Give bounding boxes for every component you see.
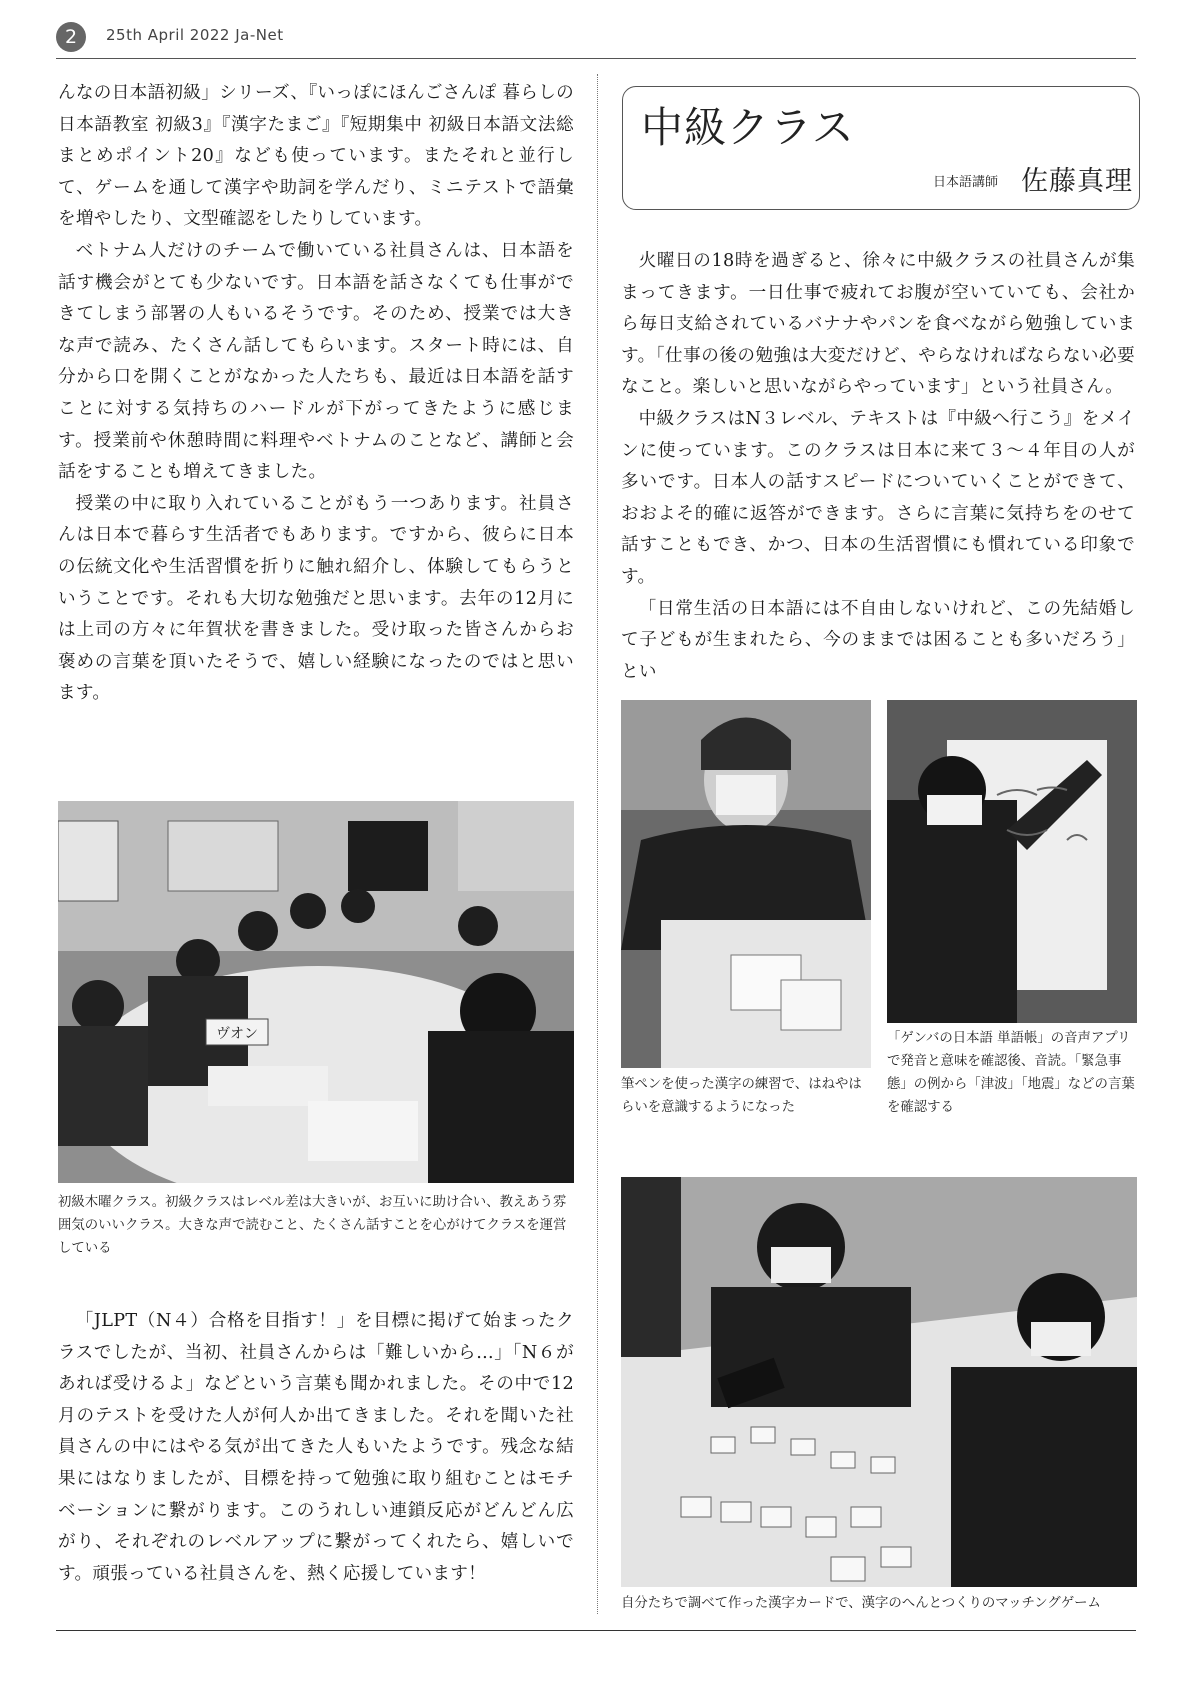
paragraph: 中級クラスはN３レベル、テキストは『中級へ行こう』をメインに使っています。このクラスは日本に来て３～４年目の人が多いです。日本人の話すスピードについていくことができて、おおよそ的確に返答ができます。さらに言葉に気持ちをのせて話すこともでき、かつ、日本の生活習慣にも慣れている印象です。 [621, 408, 1135, 587]
right-column-text [621, 246, 1135, 688]
author-role: 日本語講師 [933, 175, 999, 190]
section-title: 中級クラス [641, 103, 855, 152]
paragraph: 授業の中に取り入れていることがもう一つあります。社員さんは日本で暮らす生活者でもあります。ですから、彼らに日本の伝統文化や生活習慣を折りに触れ紹介し、体験してもらうということです。それも大切な勉強だと思います。去年の12月には上司の方々に年賀状を書きました。受け取った皆さんからお褒めの言葉を頂いたそうで、嬉しい経験になったのではと思います。 [58, 493, 574, 704]
author-name: 佐藤真理 [1021, 166, 1133, 197]
brush-pen-caption: 筆ペンを使った漢字の練習で、はねやはらいを意識するようになった [621, 1077, 862, 1115]
paragraph: 「JLPT（N４）合格を目指す！」を目標に掲げて始まったクラスでしたが、当初、社員さんからは「難しいから…」「N６があれば受けるよ」などという言葉も聞かれました。その中で12月のテストを受けた人が何人か出てきました。それを聞いた社員さんの中にはやる気が出てきた人もいたようです。残念な結果にはなりましたが、目標を持って勉強に取り組むことはモチベーションに繋がります。このうれしい連鎖反応がどんどん広がり、それぞれのレベルアップに繋がってくれたら、嬉しいです。頑張っている社員さんを、熱く応援しています！ [58, 1311, 574, 1584]
whiteboard-photo [887, 700, 1137, 1023]
footer-rule [56, 1630, 1136, 1631]
section-title-box [622, 86, 1140, 210]
beginner-class-caption: 初級木曜クラス。初級クラスはレベル差は大きいが、お互いに助け合い、教えあう雰囲気のいいクラス。大きな声で読むこと、たくさん話すことを心がけてクラスを運営している [58, 1195, 567, 1256]
page-number-badge: 2 [56, 22, 86, 52]
beginner-class-photo [58, 801, 574, 1183]
paragraph: ベトナム人だけのチームで働いている社員さんは、日本語を話す機会がとても少ないです。日本語を話さなくても仕事ができてしまう部署の人もいるそうです。そのため、授業では大きな声で読み、たくさん話してもらいます。スタート時には、自分から口を開くことがなかった人たちも、最近は日本語を話すことに対する気持ちのハードルが下がってきたように感じます。授業前や休憩時間に料理やベトナムのことなど、講師と会話をすることも増えてきました。 [58, 240, 574, 483]
issue-date: 25th April 2022 Ja-Net [106, 26, 284, 44]
paragraph: 「日常生活の日本語には不自由しないけれど、この先結婚して子どもが生まれたら、今のままでは困ることも多いだろう」とい [621, 598, 1135, 682]
kanji-card-game-photo [621, 1177, 1137, 1587]
paragraph: 火曜日の18時を過ぎると、徐々に中級クラスの社員さんが集まってきます。一日仕事で疲れてお腹が空いていても、会社から毎日支給されているバナナやパンを食べながら勉強していま す。「仕事の後の勉強は大変だけど、やらなければならない必要なこと。楽しいと思いながらやっています」という社員さん。 [621, 251, 1135, 398]
brush-pen-practice-photo [621, 700, 871, 1068]
left-column-text-bottom [58, 1306, 574, 1590]
name-card-label: ヴオン [216, 1026, 258, 1042]
whiteboard-caption: 「ゲンバの日本語 単語帳」の音声アプリで発音と意味を確認後、音読。「緊急事態」の例から「津波」「地震」などの言葉を確認する [887, 1031, 1135, 1115]
column-divider [597, 74, 598, 1614]
kanji-card-caption: 自分たちで調べて作った漢字カードで、漢字のへんとつくりのマッチングゲーム [621, 1596, 1101, 1611]
left-column-text-top [58, 78, 574, 710]
page-header [56, 20, 1136, 59]
paragraph: んなの日本語初級」シリーズ、『いっぽにほんごさんぽ 暮らしの日本語教室 初級3』『漢字たまご』『短期集中 初級日本語文法総まとめポイント20』なども使っています。またそれと並行して、ゲームを通して漢字や助詞を学んだり、ミニテストで語彙を増やしたり、文型確認をしたりしています。 [58, 83, 574, 230]
